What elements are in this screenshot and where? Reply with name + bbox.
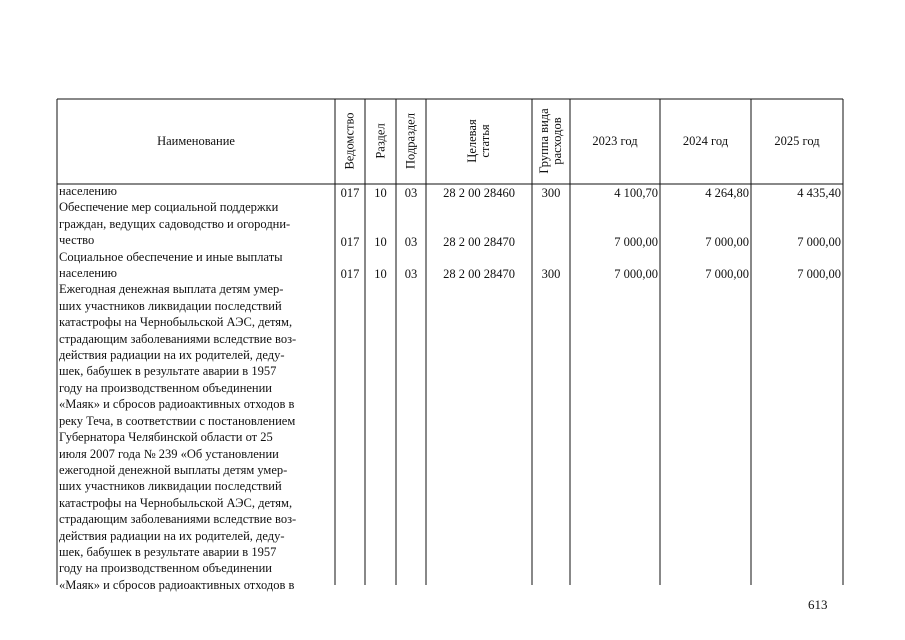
name-line: году на производственном объединении: [59, 561, 273, 576]
header-2024: 2024 год: [682, 134, 729, 148]
name-line: населению: [59, 266, 117, 281]
row-1-2024: 7 000,00: [705, 235, 749, 249]
row-0-expense: 300: [541, 186, 561, 200]
name-line: Обеспечение мер социальной поддержки: [59, 200, 279, 215]
header-target: [466, 119, 492, 162]
name-line: населению: [59, 184, 117, 198]
name-line: чество: [59, 233, 95, 248]
name-line: катастрофы на Чернобыльской АЭС, детям,: [59, 495, 293, 510]
row-0-target: 28 2 00 28460: [443, 186, 515, 200]
row-1-2025: 7 000,00: [797, 235, 841, 249]
name-line: страдающим заболеваниями вследствие воз-: [59, 331, 297, 346]
row-0-2023: 4 100,70: [614, 186, 658, 200]
name-line: ших участников ликвидации последствий: [59, 479, 282, 494]
name-column: [59, 183, 333, 593]
header-expense-line2: расходов: [550, 117, 564, 165]
row-0-name: [59, 183, 333, 199]
row-0-2025: 4 435,40: [797, 186, 841, 200]
name-line: граждан, ведущих садоводство и огородни-: [59, 216, 291, 231]
name-line: страдающим заболеваниями вследствие воз-: [59, 512, 297, 527]
row-2-dept: 017: [340, 267, 360, 281]
name-line: июля 2007 года № 239 «Об установлении: [59, 446, 279, 461]
row-2-2024: 7 000,00: [705, 267, 749, 281]
name-line: году на производственном объединении: [59, 380, 273, 395]
row-2-expense: 300: [541, 267, 561, 281]
row-2-section: 10: [374, 267, 387, 281]
header-target-line2: статья: [478, 124, 492, 158]
name-line: Социальное обеспечение и иные выплаты: [59, 249, 283, 264]
row-0-subsection: 03: [404, 186, 418, 200]
page-number: 613: [808, 597, 828, 612]
name-line: шек, бабушек в результате аварии в 1957: [59, 364, 277, 379]
row-2-2023: 7 000,00: [614, 267, 658, 281]
name-line: «Маяк» и сбросов радиоактивных отходов в: [59, 577, 295, 592]
row-1-dept: 017: [340, 235, 360, 249]
row-1-2023: 7 000,00: [614, 235, 658, 249]
header-name: Наименование: [157, 134, 235, 148]
header-target-line1: Целевая: [465, 119, 479, 163]
name-line: действия радиации на их родителей, деду-: [59, 528, 285, 543]
row-2-target: 28 2 00 28470: [443, 267, 515, 281]
row-0-dept: 017: [340, 186, 360, 200]
row-2-2025: 7 000,00: [797, 267, 841, 281]
row-1-name: [59, 199, 333, 248]
row-0-section: 10: [374, 186, 387, 200]
name-line: «Маяк» и сбросов радиоактивных отходов в: [59, 397, 295, 412]
name-line: Губернатора Челябинской области от 25: [59, 430, 273, 445]
name-line: катастрофы на Чернобыльской АЭС, детям,: [59, 315, 293, 330]
header-2025: 2025 год: [774, 134, 820, 148]
row-1-target: 28 2 00 28470: [443, 235, 515, 249]
header-expense: [538, 108, 564, 173]
header-subsection: Подраздел: [403, 113, 418, 169]
row-0-2024: 4 264,80: [705, 186, 749, 200]
row-2-name: [59, 249, 333, 282]
name-line: реку Теча, в соответствии с постановлением: [59, 413, 296, 428]
row-1-section: 10: [374, 235, 387, 249]
name-line: действия радиации на их родителей, деду-: [59, 348, 285, 363]
row-1-subsection: 03: [404, 235, 418, 249]
header-dept: Ведомство: [342, 112, 357, 170]
header-expense-line1: Группа вида: [537, 108, 551, 174]
name-line: шек, бабушек в результате аварии в 1957: [59, 544, 277, 559]
name-line: ежегодной денежной выплаты детям умер-: [59, 462, 288, 477]
name-line: ших участников ликвидации последствий: [59, 298, 282, 313]
row-3-name: [59, 281, 333, 593]
header-2023: 2023 год: [592, 134, 638, 148]
header-section: Раздел: [373, 123, 388, 159]
name-line: Ежегодная денежная выплата детям умер-: [59, 282, 284, 297]
row-2-subsection: 03: [404, 267, 418, 281]
